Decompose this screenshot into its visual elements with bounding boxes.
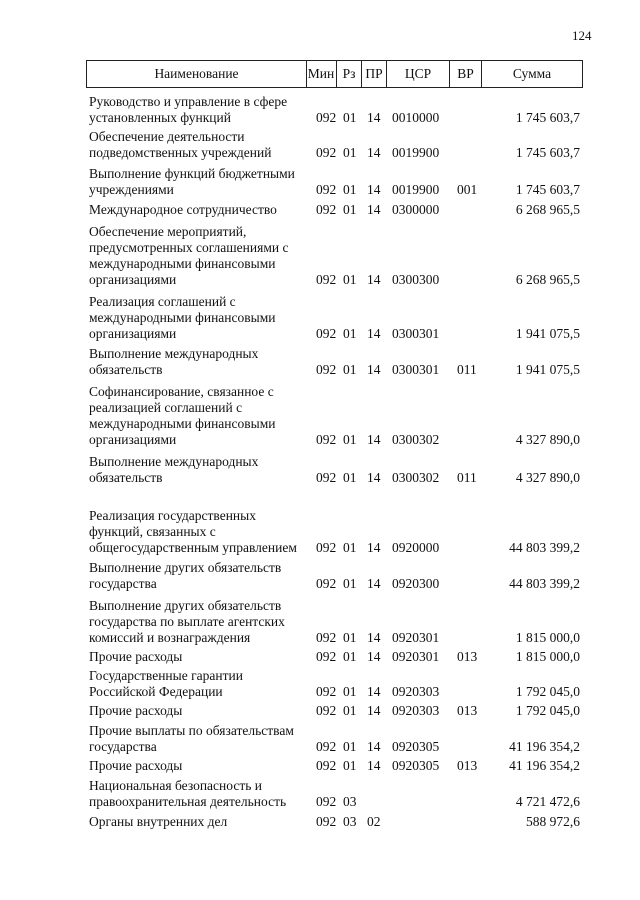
header-rz: Рз [342,66,356,81]
row-csr: 0300301 [392,326,440,341]
row-rz: 01 [343,326,357,341]
row-name: Прочие расходы [89,703,183,718]
row-name: Прочие расходы [89,649,183,664]
row-sum: 1 815 000,0 [515,649,580,664]
row-rz: 01 [343,758,357,773]
header-min: Мин [307,66,335,81]
row-sum: 41 196 354,2 [509,739,580,754]
row-sum: 4 327 890,0 [515,432,580,447]
row-min: 092 [316,814,337,829]
header-pr: ПР [365,66,383,81]
row-csr: 0920300 [392,576,440,591]
row-name: Государственные гарантии Российской Федерации [89,668,243,699]
row-name: Обеспечение мероприятий, предусмотренных соглашениями с международными финансовыми организациями [89,224,289,287]
row-sum: 6 268 965,5 [515,202,580,217]
row-csr: 0920301 [392,649,440,664]
row-sum: 44 803 399,2 [509,540,580,555]
row-rz: 01 [343,272,357,287]
row-name: Выполнение международных обязательств [89,346,259,377]
row-pr: 14 [367,630,381,645]
row-pr: 14 [367,739,381,754]
row-pr: 14 [367,576,381,591]
row-csr: 0920301 [392,630,440,645]
row-name: Выполнение других обязательств государства [89,560,282,591]
row-name: Выполнение международных обязательств [89,454,259,485]
row-csr: 0300302 [392,432,440,447]
row-pr: 14 [367,182,381,197]
row-csr: 0920305 [392,739,440,754]
row-min: 092 [316,576,337,591]
row-sum: 6 268 965,5 [515,272,580,287]
row-name: Национальная безопасность и правоохранительная деятельность [89,778,287,809]
row-sum: 1 792 045,0 [515,684,580,699]
row-rz: 01 [343,110,357,125]
row-rz: 01 [343,432,357,447]
header-sum: Сумма [512,66,552,81]
row-rz: 01 [343,362,357,377]
row-csr: 0010000 [392,110,440,125]
row-sum: 1 745 603,7 [515,145,580,160]
row-name: Реализация соглашений с международными финансовыми организациями [89,294,276,341]
row-sum: 1 815 000,0 [515,630,580,645]
row-vr: 011 [457,362,477,377]
row-rz: 03 [343,814,357,829]
row-min: 092 [316,794,337,809]
row-min: 092 [316,110,337,125]
row-rz: 01 [343,145,357,160]
row-min: 092 [316,362,337,377]
row-pr: 14 [367,362,381,377]
row-rz: 03 [343,794,357,809]
row-name: Органы внутренних дел [89,814,228,829]
header-csr: ЦСР [404,66,432,81]
row-pr: 14 [367,684,381,699]
row-rz: 01 [343,540,357,555]
row-name: Прочие расходы [89,758,183,773]
row-vr: 013 [457,758,478,773]
row-sum: 4 327 890,0 [515,470,580,485]
row-min: 092 [316,182,337,197]
row-csr: 0019900 [392,145,440,160]
row-pr: 14 [367,110,381,125]
row-csr: 0920303 [392,684,440,699]
row-csr: 0920000 [392,540,440,555]
row-rz: 01 [343,649,357,664]
row-min: 092 [316,684,337,699]
row-csr: 0300000 [392,202,440,217]
row-min: 092 [316,432,337,447]
row-rz: 01 [343,739,357,754]
row-min: 092 [316,739,337,754]
row-csr: 0920305 [392,758,440,773]
row-pr: 14 [367,540,381,555]
row-rz: 01 [343,202,357,217]
row-min: 092 [316,758,337,773]
row-sum: 588 972,6 [526,814,580,829]
row-min: 092 [316,470,337,485]
row-sum: 1 792 045,0 [515,703,580,718]
row-pr: 14 [367,703,381,718]
row-sum: 44 803 399,2 [509,576,580,591]
row-rz: 01 [343,576,357,591]
row-csr: 0920303 [392,703,440,718]
row-sum: 1 941 075,5 [515,326,580,341]
row-pr: 14 [367,272,381,287]
row-csr: 0300302 [392,470,440,485]
row-name: Международное сотрудничество [89,202,277,217]
row-pr: 14 [367,145,381,160]
row-min: 092 [316,630,337,645]
row-min: 092 [316,540,337,555]
row-sum: 41 196 354,2 [509,758,580,773]
row-min: 092 [316,202,337,217]
row-min: 092 [316,326,337,341]
row-vr: 013 [457,649,478,664]
row-rz: 01 [343,470,357,485]
row-sum: 4 721 472,6 [515,794,580,809]
row-pr: 14 [367,432,381,447]
row-min: 092 [316,649,337,664]
row-name: Выполнение других обязательств государства по выплате агентских комиссий и вознаграждения [89,598,285,645]
row-pr: 14 [367,470,381,485]
row-vr: 011 [457,470,477,485]
row-sum: 1 745 603,7 [515,182,580,197]
row-vr: 001 [457,182,478,197]
row-name: Прочие выплаты по обязательствам государства [89,723,294,754]
row-pr: 14 [367,758,381,773]
row-vr: 013 [457,703,478,718]
row-name: Реализация государственных функций, связанных с общегосударственным управлением [89,508,297,555]
row-min: 092 [316,145,337,160]
row-name: Обеспечение деятельности подведомственных учреждений [89,129,272,160]
row-rz: 01 [343,630,357,645]
page-number: 124 [572,28,592,43]
row-rz: 01 [343,182,357,197]
row-csr: 0300301 [392,362,440,377]
row-rz: 01 [343,703,357,718]
row-min: 092 [316,272,337,287]
header-name: Наименование [154,66,239,81]
row-rz: 01 [343,684,357,699]
row-name: Софинансирование, связанное с реализацией соглашений с международными финансовыми организациями [89,384,276,447]
row-csr: 0300300 [392,272,440,287]
table-header [86,60,583,88]
header-vr: ВР [457,66,474,81]
row-name: Выполнение функций бюджетными учреждениями [89,166,295,197]
row-csr: 0019900 [392,182,440,197]
row-pr: 14 [367,326,381,341]
row-sum: 1 745 603,7 [515,110,580,125]
row-pr: 14 [367,649,381,664]
row-name: Руководство и управление в сфере установленных функций [89,94,288,125]
row-min: 092 [316,703,337,718]
row-pr: 14 [367,202,381,217]
row-pr: 02 [367,814,381,829]
row-sum: 1 941 075,5 [515,362,580,377]
